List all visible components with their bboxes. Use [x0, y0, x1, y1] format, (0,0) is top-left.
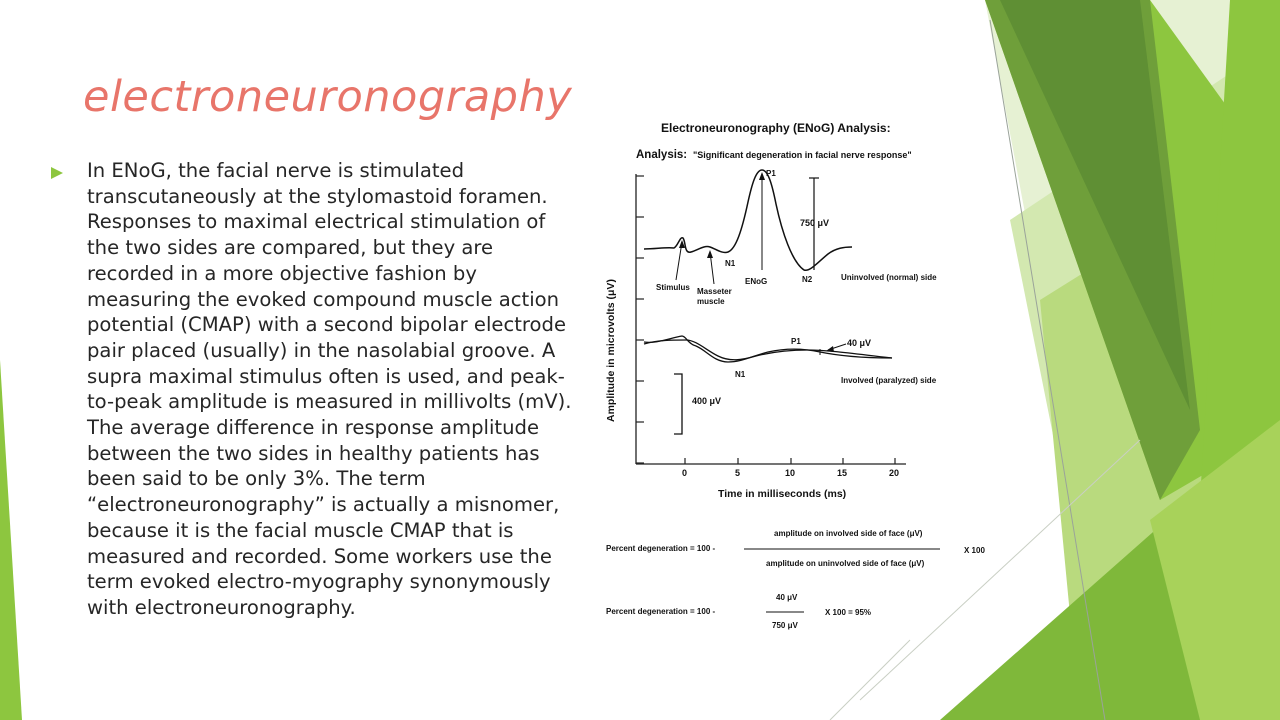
masseter-arrowhead	[707, 250, 713, 258]
label-750uv: 750 μV	[800, 218, 830, 228]
label-masseter-1: Masseter	[697, 287, 732, 296]
analysis-label: Analysis:	[636, 149, 688, 161]
label-40uv: 40 μV	[847, 338, 872, 348]
label-n1-bottom: N1	[735, 370, 746, 379]
label-p1-bottom: P1	[791, 337, 801, 346]
formula1-factor: X 100	[964, 546, 985, 555]
formula1-lhs: Percent degeneration = 100 -	[606, 544, 716, 553]
label-p1-top: P1	[766, 169, 776, 178]
formula2-result: X 100 = 95%	[825, 608, 872, 617]
analysis-text: "Significant degeneration in facial nerve response"	[693, 150, 912, 160]
x-axis-ticks	[685, 458, 895, 464]
x-tick-5: 5	[735, 468, 741, 478]
label-uninvolved: Uninvolved (normal) side	[841, 273, 937, 282]
label-400uv: 400 μV	[692, 396, 722, 406]
label-masseter-2: muscle	[697, 297, 725, 306]
label-n2: N2	[802, 275, 813, 284]
formula2-lhs: Percent degeneration = 100 -	[606, 607, 716, 616]
formula1-denominator: amplitude on uninvolved side of face (μV)	[766, 559, 925, 568]
facet-thin-line-3	[830, 640, 910, 720]
x-tick-20: 20	[889, 468, 900, 478]
x-tick-10: 10	[785, 468, 796, 478]
label-involved: Involved (paralyzed) side	[841, 376, 937, 385]
x-tick-15: 15	[837, 468, 848, 478]
label-enog: ENoG	[745, 277, 768, 286]
formula2-numerator: 40 μV	[776, 593, 798, 602]
y-axis-ticks	[636, 176, 644, 463]
formula2-denominator: 750 μV	[772, 621, 798, 630]
label-n1-top: N1	[725, 259, 736, 268]
figure-heading: Electroneuronography (ENoG) Analysis:	[661, 121, 891, 135]
amplitude-40-arrowhead	[826, 346, 834, 352]
bullet-text: In ENoG, the facial nerve is stimulated transcutaneously at the stylomastoid foramen. Responses to maximal electrical stimulation of the two sides are compared, but they are recorded in a more objective fashion by measuring the evoked compound muscle action potential (CMAP) with a second bipolar electrode pair placed (usually) in the nasolabial groove. A supra maximal stimulus often is used, and peak-to-peak amplitude is measured in millivolts (mV). The average difference in response amplitude between the two sides in healthy patients has been said to be only 3%. The term “electroneuronography” is actually a misnomer, because it is the facial muscle CMAP that is measured and recorded. Some workers use the term evoked electro-myography synonymously with electroneuronography.	[87, 159, 572, 619]
x-axis-label: Time in milliseconds (ms)	[718, 488, 847, 500]
enog-analysis-figure	[596, 112, 988, 638]
facet-left-strip	[0, 360, 22, 720]
enog-arrowhead	[759, 172, 765, 180]
formula1-numerator: amplitude on involved side of face (μV)	[774, 529, 923, 538]
scale-bracket	[674, 374, 682, 434]
label-stimulus: Stimulus	[656, 283, 690, 292]
x-tick-0: 0	[682, 468, 688, 478]
y-axis-label: Amplitude in microvolts (μV)	[605, 279, 617, 422]
slide-title: electroneuronography	[83, 72, 573, 122]
triangle-bullet-icon	[50, 166, 64, 180]
